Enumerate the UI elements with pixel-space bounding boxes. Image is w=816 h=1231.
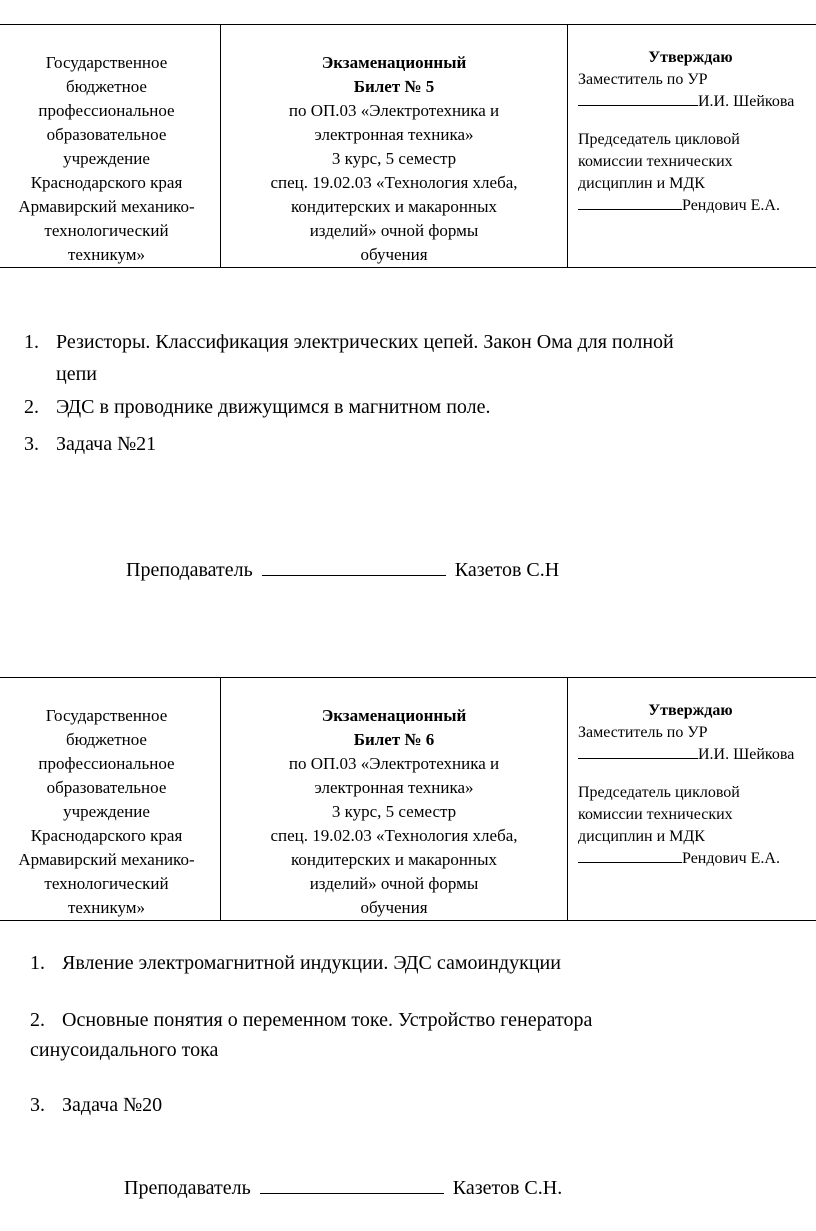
chair-name: Рендович Е.А. <box>682 197 780 214</box>
teacher-signature <box>124 1174 562 1202</box>
details-line: изделий» очной формы <box>309 221 479 240</box>
deputy-signature-line <box>578 91 816 113</box>
approve-title: Утверждаю <box>648 702 733 719</box>
institution-line: технологический <box>44 221 169 240</box>
institution-line: учреждение <box>63 149 150 168</box>
signature-blank <box>260 1175 444 1194</box>
institution-cell <box>0 678 221 921</box>
chair-label-line: дисциплин и МДК <box>578 828 705 845</box>
chair-signature-line <box>578 848 816 870</box>
details-line: кондитерских и макаронных <box>290 850 498 869</box>
institution-line: технологический <box>44 874 169 893</box>
question-text: ЭДС в проводнике движущимся в магнитном поле. <box>56 396 491 418</box>
deputy-signature-line <box>578 744 816 766</box>
question-number: 3. <box>30 1094 45 1116</box>
institution-line: Краснодарского края <box>30 826 183 845</box>
question-text: Задача №21 <box>56 433 157 455</box>
question-text: Задача №20 <box>62 1094 163 1116</box>
question-number: 2. <box>24 396 39 418</box>
question-number: 2. <box>30 1009 45 1031</box>
institution-line: Государственное <box>45 706 168 725</box>
question-item <box>24 391 491 423</box>
institution-line: учреждение <box>63 802 150 821</box>
teacher-signature <box>126 556 559 584</box>
institution-line: образовательное <box>46 778 167 797</box>
institution-cell <box>0 25 221 268</box>
question-item <box>24 428 156 460</box>
teacher-name: Казетов С.Н <box>454 559 560 581</box>
institution-line: Армавирский механико- <box>18 850 195 869</box>
signature-blank <box>578 195 682 210</box>
details-line: обучения <box>360 898 428 917</box>
question-text: Основные понятия о переменном токе. Устройство генератора <box>62 1009 593 1031</box>
question-item <box>30 1004 592 1066</box>
ticket5-header-table <box>0 24 816 268</box>
question-item <box>30 947 561 979</box>
deputy-name: И.И. Шейкова <box>698 746 795 763</box>
question-item <box>30 1089 162 1121</box>
deputy-label: Заместитель по УР <box>578 71 708 88</box>
question-text-continued: синусоидального тока <box>30 1039 219 1061</box>
details-line: спец. 19.02.03 «Технология хлеба, <box>270 173 518 192</box>
ticket-number: Билет № 6 <box>353 730 435 749</box>
chair-signature-line <box>578 195 816 217</box>
ticket6-header-table <box>0 677 816 921</box>
chair-label-line: Председатель цикловой <box>578 784 740 801</box>
teacher-label: Преподаватель <box>124 1177 251 1199</box>
ticket-info-cell <box>221 25 568 268</box>
question-text: Резисторы. Классификация электрических цепей. Закон Ома для полной <box>56 331 674 353</box>
question-number: 3. <box>24 433 39 455</box>
details-line: электронная техника» <box>314 125 474 144</box>
signature-blank <box>578 744 698 759</box>
details-line: обучения <box>360 245 428 264</box>
chair-label-line: комиссии технических <box>578 806 733 823</box>
institution-line: техникум» <box>68 898 145 917</box>
approval-cell <box>568 25 816 268</box>
teacher-label: Преподаватель <box>126 559 253 581</box>
details-line: изделий» очной формы <box>309 874 479 893</box>
institution-line: техникум» <box>68 245 145 264</box>
institution-line: Краснодарского края <box>30 173 183 192</box>
chair-name: Рендович Е.А. <box>682 850 780 867</box>
question-text-continued: цепи <box>56 363 97 385</box>
institution-line: бюджетное <box>66 730 147 749</box>
signature-blank <box>262 557 446 576</box>
details-line: по ОП.03 «Электротехника и <box>288 101 500 120</box>
chair-label-line: Председатель цикловой <box>578 131 740 148</box>
approve-title: Утверждаю <box>648 49 733 66</box>
institution-line: бюджетное <box>66 77 147 96</box>
exam-title: Экзаменационный <box>321 53 467 72</box>
institution-line: образовательное <box>46 125 167 144</box>
chair-label-line: комиссии технических <box>578 153 733 170</box>
ticket-number: Билет № 5 <box>353 77 435 96</box>
deputy-label: Заместитель по УР <box>578 724 708 741</box>
signature-blank <box>578 848 682 863</box>
question-item <box>24 326 816 390</box>
institution-line: Армавирский механико- <box>18 197 195 216</box>
question-number: 1. <box>24 331 39 353</box>
exam-title: Экзаменационный <box>321 706 467 725</box>
question-number: 1. <box>30 952 45 974</box>
ticket-info-cell <box>221 678 568 921</box>
institution-line: профессиональное <box>38 754 175 773</box>
teacher-name: Казетов С.Н. <box>452 1177 563 1199</box>
approval-cell <box>568 678 816 921</box>
details-line: электронная техника» <box>314 778 474 797</box>
details-line: 3 курс, 5 семестр <box>331 149 457 168</box>
details-line: спец. 19.02.03 «Технология хлеба, <box>270 826 518 845</box>
signature-blank <box>578 91 698 106</box>
chair-label-line: дисциплин и МДК <box>578 175 705 192</box>
details-line: 3 курс, 5 семестр <box>331 802 457 821</box>
deputy-name: И.И. Шейкова <box>698 93 795 110</box>
question-text: Явление электромагнитной индукции. ЭДС самоиндукции <box>62 952 561 974</box>
details-line: по ОП.03 «Электротехника и <box>288 754 500 773</box>
institution-line: профессиональное <box>38 101 175 120</box>
institution-line: Государственное <box>45 53 168 72</box>
details-line: кондитерских и макаронных <box>290 197 498 216</box>
